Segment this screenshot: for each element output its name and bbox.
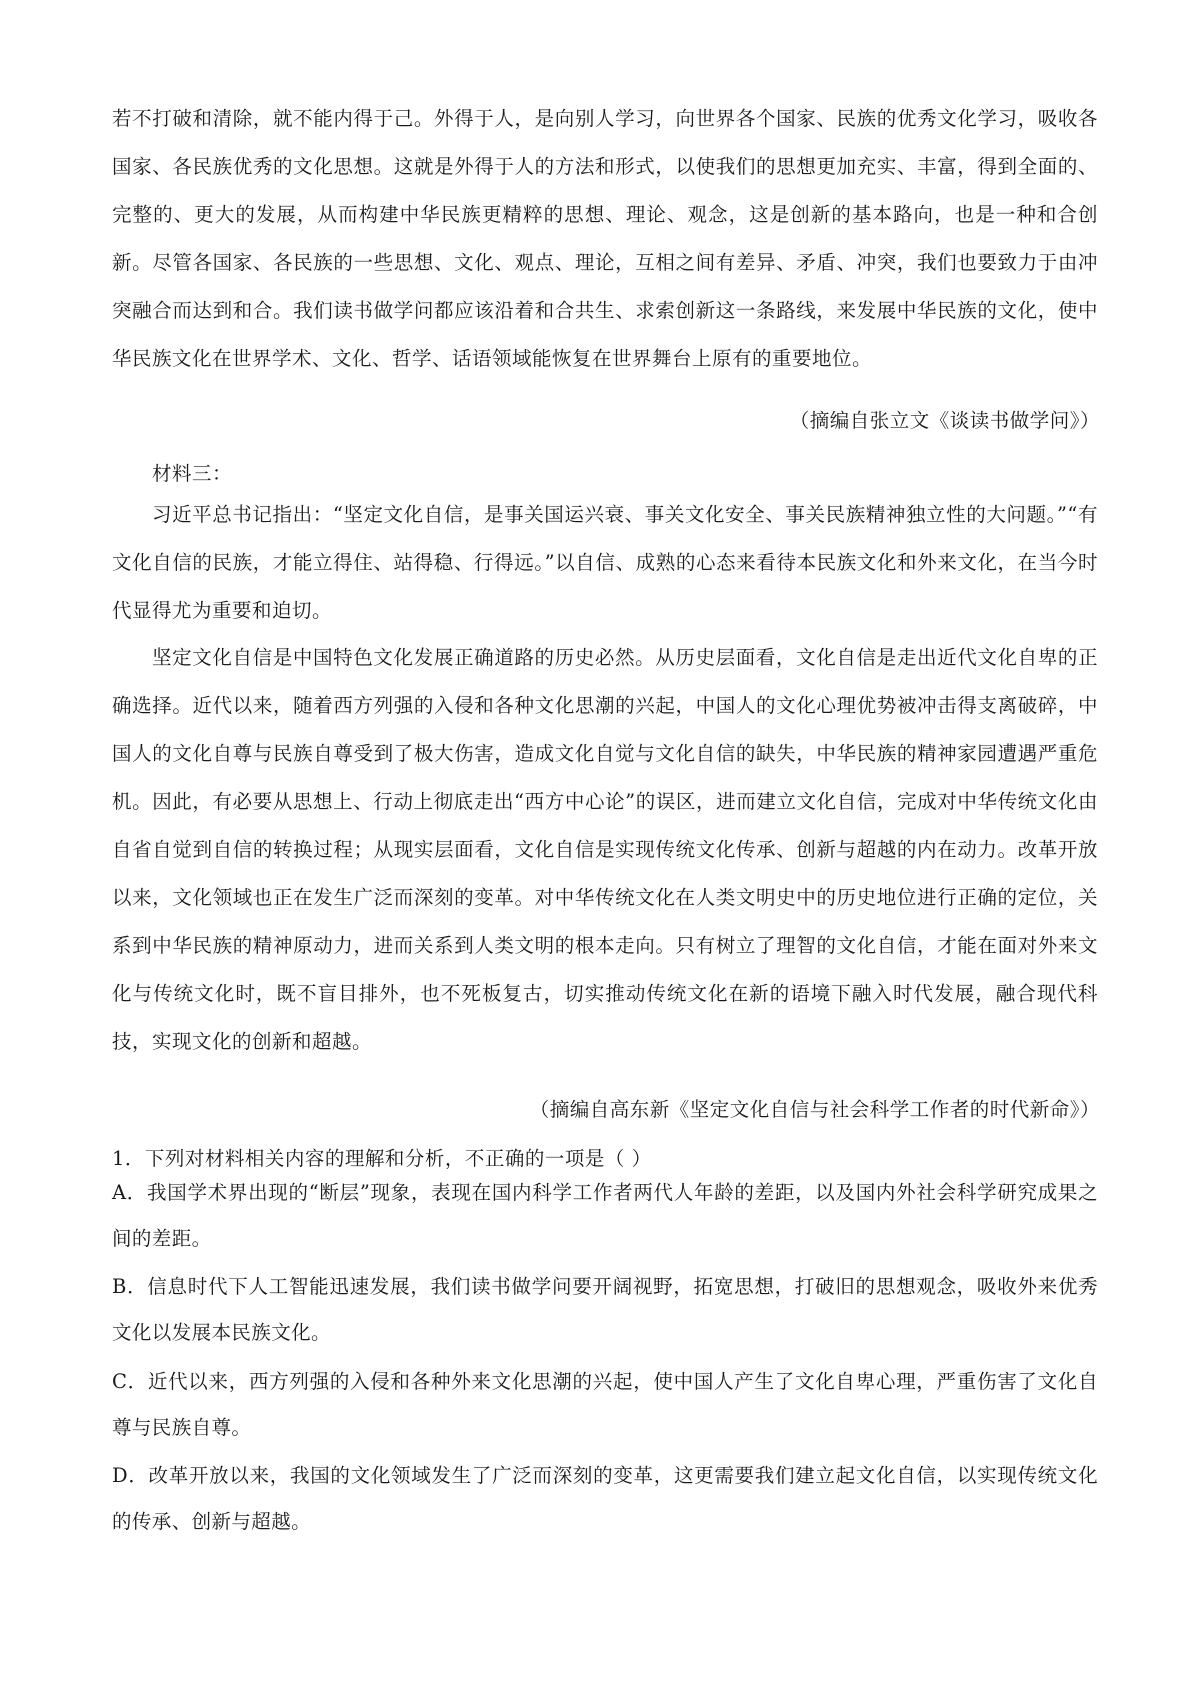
- question-1-stem: 1．下列对材料相关内容的理解和分析，不正确的一项是（ ）: [112, 1147, 652, 1170]
- material2-continuation: 若不打破和清除，就不能内得于己。外得于人，是向别人学习，向世界各个国家、民族的优秀文化学习，吸收各国家、各民族优秀的文化思想。这就是外得于人的方法和形式，以使我们的思想更加充实、丰富，得到全面的、完整的、更大的发展，从而构建中华民族更精粹的思想、理论、观念，这是创新的基本路向，也是一种和合创新。尽管各国家、各民族的一些思想、文化、观点、理论，互相之间有差异、矛盾、冲突，我们也要致力于由冲突融合而达到和合。我们读书做学问都应该沿着和合共生、求索创新这一条路线，来发展中华民族的文化，使中华民族文化在世界学术、文化、哲学、话语领域能恢复在世界舞台上原有的重要地位。: [112, 107, 1098, 370]
- material3-source: （摘编自高东新《坚定文化自信与社会科学工作者的时代新命》）: [529, 1098, 1100, 1121]
- question-1-option-b: B．信息时代下人工智能迅速发展，我们读书做学问要开阔视野，拓宽思想，打破旧的思想观念，吸收外来优秀文化以发展本民族文化。: [112, 1275, 1098, 1344]
- question-1-option-a: A．我国学术界出现的“断层”现象，表现在国内科学工作者两代人年龄的差距，以及国内外社会科学研究成果之间的差距。: [112, 1181, 1098, 1250]
- question-1-option-d: D．改革开放以来，我国的文化领域发生了广泛而深刻的变革，这更需要我们建立起文化自信，以实现传统文化的传承、创新与超越。: [112, 1464, 1098, 1533]
- question-1-option-c: C．近代以来，西方列强的入侵和各种外来文化思潮的兴起，使中国人产生了文化自卑心理，严重伤害了文化自尊与民族自尊。: [112, 1370, 1098, 1439]
- material2-source: （摘编自张立文《谈读书做学问》）: [789, 409, 1100, 432]
- material3-heading: 材料三：: [152, 462, 233, 485]
- material3-paragraph-2: 坚定文化自信是中国特色文化发展正确道路的历史必然。从历史层面看，文化自信是走出近代文化自卑的正确选择。近代以来，随着西方列强的入侵和各种文化思潮的兴起，中国人的文化心理优势被冲击得支离破碎，中国人的文化自尊与民族自尊受到了极大伤害，造成文化自觉与文化自信的缺失，中华民族的精神家园遭遇严重危机。因此，有必要从思想上、行动上彻底走出“西方中心论”的误区，进而建立文化自信，完成对中华传统文化由自省自觉到自信的转换过程；从现实层面看，文化自信是实现传统文化传承、创新与超越的内在动力。改革开放以来，文化领域也正在发生广泛而深刻的变革。对中华传统文化在人类文明史中的历史地位进行正确的定位，关系到中华民族的精神原动力，进而关系到人类文明的根本走向。只有树立了理智的文化自信，才能在面对外来文化与传统文化时，既不盲目排外，也不死板复古，切实推动传统文化在新的语境下融入时代发展，融合现代科技，实现文化的创新和超越。: [112, 646, 1098, 1053]
- material3-paragraph-1: 习近平总书记指出：“坚定文化自信，是事关国运兴衰、事关文化安全、事关民族精神独立性的大问题。”“有文化自信的民族，才能立得住、站得稳、行得远。”以自信、成熟的心态来看待本民族文化和外来文化，在当今时代显得尤为重要和迫切。: [112, 503, 1098, 622]
